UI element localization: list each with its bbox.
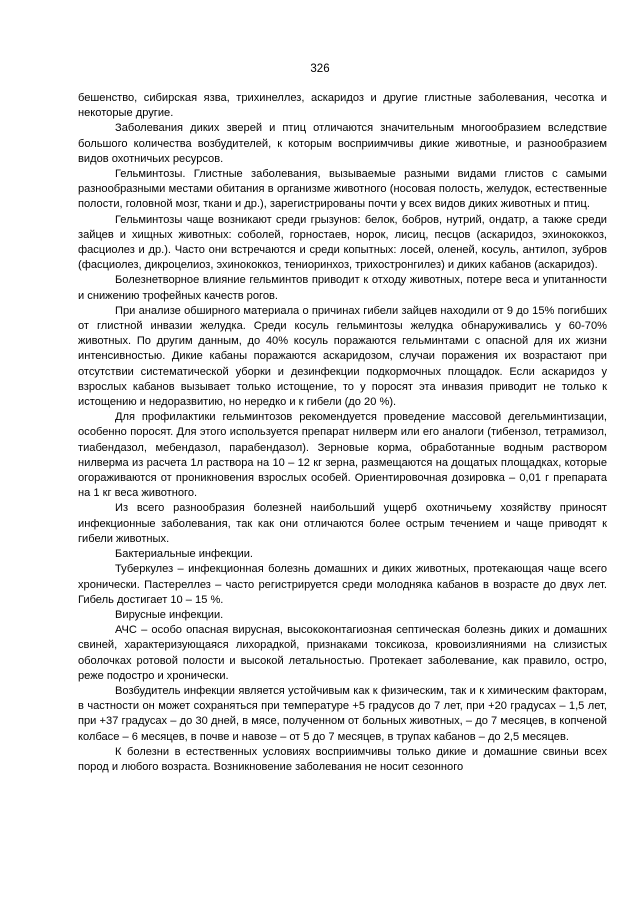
paragraph: Туберкулез – инфекционная болезнь домашних и диких животных, протекающая чаще всего хронически. Пастереллез – часто регистрируется среди молодняка кабанов в возрасте до двух лет. Гибель достигает 10 – 15 %. — [78, 563, 607, 606]
paragraph: Болезнетворное влияние гельминтов приводит к отходу животных, потере веса и упитанности и снижению трофейных качеств рогов. — [78, 274, 607, 302]
paragraph: При анализе обширного материала о причинах гибели зайцев находили от 9 до 15% погибших от глистной инвазии желудка. Среди косуль гельминтозы желудка обнаруживались у 60-70% животных. По другим данным, до 40% косуль поражаются гельминтами с опасной для их жизни интенсивностью. Дикие кабаны поражаются аскаридозом, случаи поражения их возрастают при отсутствии систематической уборки и дезинфекции подкормочных площадок. Если аскаридоз у взрослых кабанов вызывает только истощение, то у поросят эта инвазия приводит не только к истощению и недоразвитию, но нередко и к гибели (до 20 %). — [78, 304, 607, 409]
paragraph: К болезни в естественных условиях восприимчивы только дикие и домашние свиньи всех пород и любого возраста. Возникновение заболевания не носит сезонного — [78, 745, 607, 773]
paragraph: бешенство, сибирская язва, трихинеллез, аскаридоз и другие глистные заболевания, чесотка и некоторые другие. — [78, 92, 607, 120]
paragraph: АЧС – особо опасная вирусная, высококонтагиозная септическая болезнь диких и домашних свиней, характеризующаяся лихорадкой, признаками токсикоза, кровоизлияниями на слизистых оболочках ротовой полости и высокой летальностью. Протекает заболевание, как правило, остро, реже подостро и хронически. — [78, 624, 607, 682]
paragraph: Для профилактики гельминтозов рекомендуется проведение массовой дегельминтизации, особенно поросят. Для этого используется препарат нилверм или его аналоги (тибензол, тетрамизол, тиабендазол, мебендазол, парабендазол). Зерновые корма, обработанные водным раствором нилверма из расчета 1л раствора на 10 – 12 кг зерна, размещаются на дощатых площадках, которые огораживаются от проникновения взрослых особей. Ориентировочная дозировка – 0,01 г препарата на 1 кг веса животного. — [78, 411, 607, 500]
page-body — [78, 91, 607, 775]
section-heading: Бактериальные инфекции. — [115, 548, 254, 561]
paragraph: Заболевания диких зверей и птиц отличаются значительным многообразием вследствие большого количества возбудителей, к которым восприимчивы дикие животные, и разнообразием видов охотничьих ресурсов. — [78, 122, 607, 165]
page-number: 326 — [310, 63, 330, 75]
paragraph: Возбудитель инфекции является устойчивым как к физическим, так и к химическим факторам, в частности он может сохраняться при температуре +5 градусов до 7 лет, при +20 градусах – 1,5 лет, при +37 градусах – до 30 дней, в мясе, полученном от больных животных, – до 7 месяцев, в копченой колбасе – 6 месяцев, в почве и навозе – от 5 до 7 месяцев, в трупах кабанов – до 2,5 месяцев. — [78, 684, 607, 743]
paragraph: Гельминтозы чаще возникают среди грызунов: белок, бобров, нутрий, ондатр, а также среди зайцев и хищных животных: соболей, горностаев, норок, лисиц, песцов (аскаридоз, эхинококкоз, фасциолез и др.). Часто они встречаются и среди копытных: лосей, оленей, косуль, антилоп, зубров (фасциолез, дикроцелиоз, эхинококкоз, тениоринхоз, трихостронгилез) и диких кабанов (аскаридоз). — [78, 213, 607, 272]
paragraph: Из всего разнообразия болезней наибольший ущерб охотничьему хозяйству приносят инфекционные заболевания, так как они отличаются более острым течением и чаще приводят к гибели животных. — [78, 502, 607, 545]
paragraph: Гельминтозы. Глистные заболевания, вызываемые разными видами глистов с самыми разнообразными местами обитания в организме животного (носовая полость, желудок, естественные полости, головной мозг, ткани и др.), зарегистрированы почти у всех видов диких животных и птиц. — [78, 168, 607, 211]
section-heading: Вирусные инфекции. — [115, 608, 224, 621]
